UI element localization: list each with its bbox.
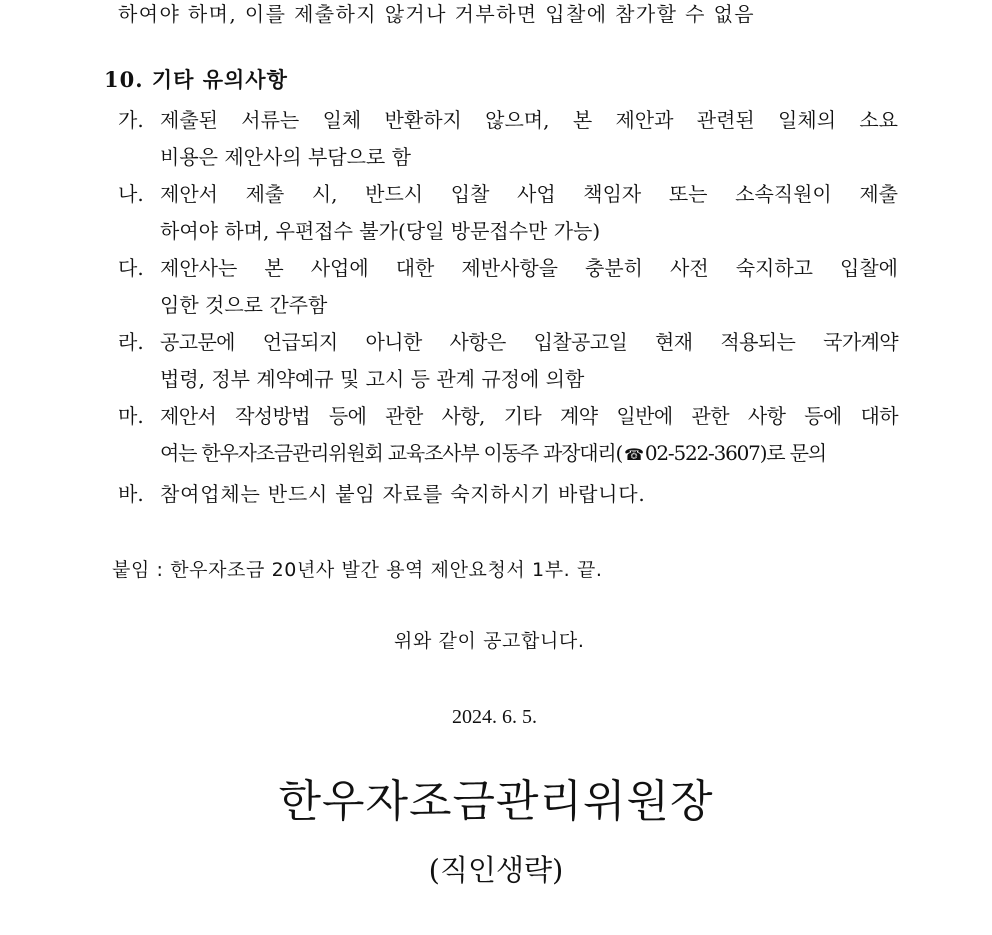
list-marker: 다. xyxy=(118,256,144,280)
list-item-line: 공고문에 언급되지 아니한 사항은 입찰공고일 현재 적용되는 국가계약 xyxy=(160,330,898,354)
list-item-line: 하여야 하며, 우편접수 불가(당일 방문접수만 가능) xyxy=(160,219,601,243)
list-item-text xyxy=(160,324,898,398)
list-item-line: 제안사는 본 사업에 대한 제반사항을 충분히 사전 숙지하고 입찰에 xyxy=(160,256,898,280)
list-item-line: 비용은 제안사의 부담으로 함 xyxy=(160,145,411,169)
list-marker: 나. xyxy=(118,182,144,206)
list-marker: 라. xyxy=(118,330,144,354)
list-item-line: 임한 것으로 간주함 xyxy=(160,293,328,317)
list-marker: 마. xyxy=(118,404,144,428)
list-marker: 바. xyxy=(118,482,144,506)
attachment-note: 붙임 : 한우자조금 20년사 발간 용역 제안요청서 1부. 끝. xyxy=(112,559,603,581)
list-item-text xyxy=(160,102,898,176)
list-marker: 가. xyxy=(118,108,144,132)
list-item-text xyxy=(160,476,898,513)
list-item-line xyxy=(160,435,898,473)
continued-text-line: 하여야 하며, 이를 제출하지 않거나 거부하면 입찰에 참가할 수 없음 xyxy=(118,2,756,26)
contact-text: 여는 한우자조금관리위원회 교육조사부 이동주 과장대리( xyxy=(160,441,623,465)
list-item-text xyxy=(160,398,898,473)
phone-icon: ☎ xyxy=(624,445,643,464)
list-item-line: 법령, 정부 계약예규 및 고시 등 관계 규정에 의함 xyxy=(160,367,585,391)
announcement-text: 위와 같이 공고합니다. xyxy=(394,630,585,652)
contact-suffix: )로 문의 xyxy=(759,441,826,465)
issuer-title: 한우자조금관리위원장 xyxy=(278,776,714,827)
list-item-line: 제안서 제출 시, 반드시 입찰 사업 책임자 또는 소속직원이 제출 xyxy=(160,182,898,206)
list-item-text xyxy=(160,250,898,324)
list-item-text xyxy=(160,176,898,250)
seal-omitted-note: (직인생략) xyxy=(428,853,564,887)
issue-date: 2024. 6. 5. xyxy=(452,706,537,728)
list-item-line: 참여업체는 반드시 붙임 자료를 숙지하시기 바랍니다. xyxy=(160,482,646,506)
phone-number: 02-522-3607 xyxy=(644,441,760,465)
list-item-line: 제출된 서류는 일체 반환하지 않으며, 본 제안과 관련된 일체의 소요 xyxy=(160,108,898,132)
section-title: 10. 기타 유의사항 xyxy=(104,67,288,92)
list-item-line: 제안서 작성방법 등에 관한 사항, 기타 계약 일반에 관한 사항 등에 대하 xyxy=(160,404,898,428)
